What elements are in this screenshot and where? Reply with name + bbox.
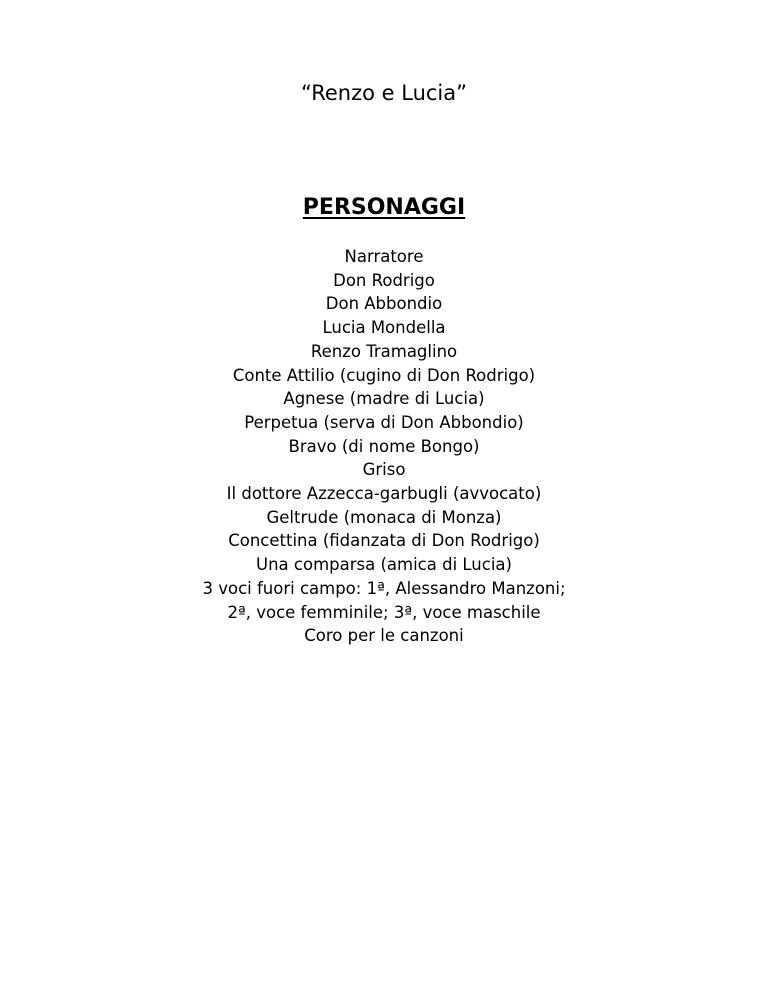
character-item: Geltrude (monaca di Monza) (266, 507, 502, 527)
character-item: Il dottore Azzecca-garbugli (avvocato) (226, 484, 542, 504)
character-item: Don Rodrigo (333, 270, 435, 290)
character-item: Lucia Mondella (322, 318, 446, 338)
character-item: Perpetua (serva di Don Abbondio) (244, 412, 524, 432)
character-item: Griso (362, 460, 406, 480)
character-item: 2ª, voce femminile; 3ª, voce maschile (227, 602, 541, 622)
character-item: Conte Attilio (cugino di Don Rodrigo) (232, 365, 536, 385)
character-item: Una comparsa (amica di Lucia) (256, 555, 512, 575)
characters-heading: PERSONAGGI (302, 195, 466, 220)
character-item: Bravo (di nome Bongo) (288, 436, 480, 456)
character-item: Narratore (344, 247, 424, 266)
character-item: Concettina (fidanzata di Don Rodrigo) (228, 531, 540, 551)
character-item: Coro per le canzoni (304, 626, 464, 646)
character-item: Don Abbondio (325, 294, 443, 314)
character-item: Renzo Tramaglino (310, 341, 458, 361)
play-title: “Renzo e Lucia” (300, 81, 468, 105)
character-item: 3 voci fuori campo: 1ª, Alessandro Manzoni; (202, 578, 566, 598)
character-list (0, 245, 768, 648)
character-item: Agnese (madre di Lucia) (283, 389, 485, 409)
